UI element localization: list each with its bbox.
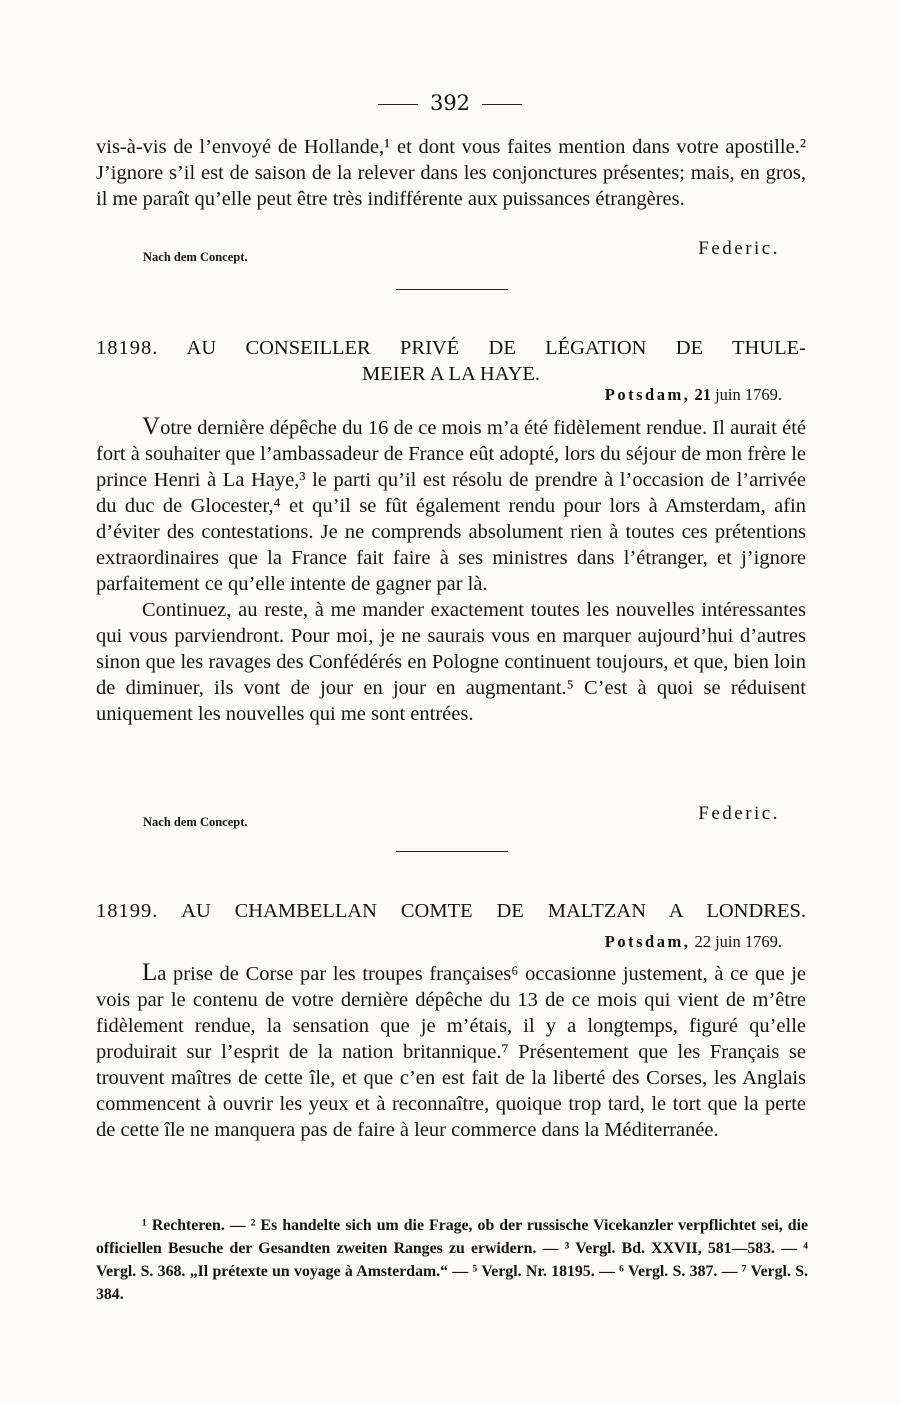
- letter-paragraph: Continuez, au reste, à me mander exactement toutes les nouvelles intéressantes qui vous parviendront. Pour moi, je ne saurais vous en marquer aujourd’hui d’autres sinon que les ravages des Confédérés en Pologne continuent toujours, et que, bien loin de diminuer, ils vont de jour en jour en augmentant.⁵ C’est à quoi se réduisent uniquement les nouvelles qui me sont entrées.: [96, 599, 806, 725]
- date-place: Potsdam,: [604, 932, 691, 951]
- footnotes: [96, 1214, 808, 1306]
- letter-heading-text: AU CHAMBELLAN COMTE DE MALTZAN A LONDRES.: [181, 900, 807, 922]
- page-number: 392: [429, 91, 471, 115]
- drop-cap: V: [142, 413, 161, 440]
- letter-paragraph: [96, 414, 806, 597]
- carryover-text: vis-à-vis de l’envoyé de Hollande,¹ et dont vous faites mention dans votre apostille.² J’ignore s’il est de saison de la relever dans les conjonctures présentes; mais, en gros, il me paraît qu’elle peut être très indifférente aux puissances étrangères.: [96, 136, 806, 210]
- letter-date-18198: [605, 385, 782, 405]
- drop-cap: L: [142, 959, 158, 986]
- letter-source-note: Nach dem Concept.: [143, 815, 248, 829]
- page-number-dash-right: [482, 104, 522, 105]
- letter-paragraph: [96, 960, 806, 1143]
- carryover-signature: Federic.: [698, 238, 780, 259]
- page-number-line: [0, 88, 900, 118]
- page-number-dash-left: [378, 104, 418, 105]
- letter-heading-18199: [96, 898, 806, 924]
- date-place: Potsdam,: [604, 385, 691, 404]
- letter-body-18198: [96, 414, 806, 727]
- date-rest: juin 1769.: [715, 932, 782, 951]
- letter-date-18199: [605, 932, 782, 952]
- date-day: 21: [694, 385, 711, 404]
- date-day: 22: [694, 932, 711, 951]
- letter-number: 18199.: [96, 900, 159, 922]
- letter-body-18199: [96, 960, 806, 1143]
- date-rest: juin 1769.: [715, 385, 782, 404]
- carryover-paragraph: [96, 134, 806, 212]
- section-divider: [396, 851, 508, 852]
- letter-number: 18198.: [96, 337, 159, 359]
- paragraph-text: otre dernière dépêche du 16 de ce mois m’a été fidèlement rendue. Il aurait été fort à souhaiter que l’ambassadeur de France eût adopté, lors du séjour de mon frère le prince Henri à La Haye,³ le parti qu’il est résolu de prendre à l’occasion de l’arrivée du duc de Glocester,⁴ et qu’il se fût également rendu pour lors à Amsterdam, afin d’éviter des contestations. Je ne comprends absolument rien à toutes ces prétentions extraordinaires que la France fait faire à ses ministres dans l’étranger, et j’ignore parfaitement ce qu’elle intente de gagner par là.: [96, 417, 806, 595]
- letter-heading-line1: [96, 335, 806, 361]
- letter-heading-text: AU CONSEILLER PRIVÉ DE LÉGATION DE THULE-: [186, 337, 807, 359]
- footnotes-text: ¹ Rechteren. — ² Es handelte sich um die Frage, ob der russische Vicekanzler verpflichtet sei, die officiellen Besuche der Gesandten zweiten Ranges zu erwidern. — ³ Vergl. Bd. XXVII, 581—583. — ⁴ Vergl. S. 368. „Il prétexte un voyage à Amsterdam.“ — ⁵ Vergl. Nr. 18195. — ⁶ Vergl. S. 387. — ⁷ Vergl. S. 384.: [96, 1217, 808, 1303]
- letter-signature: Federic.: [698, 803, 780, 824]
- letter-heading-line1: [96, 898, 806, 924]
- letter-heading-line2: MEIER A LA HAYE.: [361, 363, 541, 385]
- section-divider: [396, 289, 508, 290]
- letter-heading-18198: [96, 335, 806, 387]
- paragraph-text: a prise de Corse par les troupes françaises⁶ occasionne justement, à ce que je vois par le contenu de votre dernière dépêche du 13 de ce mois qui vient de m’être fidèlement rendue, la sensation que je m’étais, il y a longtemps, figuré qu’elle produirait sur l’esprit de la nation britannique.⁷ Présentement que les Français se trouvent maîtres de cette île, et que c’en est fait de la liberté des Corses, les Anglais commencent à ouvrir les yeux et à reconnaître, quoique trop tard, le tort que la perte de cette île ne manquera pas de faire à leur commerce dans la Méditerranée.: [96, 963, 806, 1141]
- carryover-source-note: Nach dem Concept.: [143, 250, 248, 264]
